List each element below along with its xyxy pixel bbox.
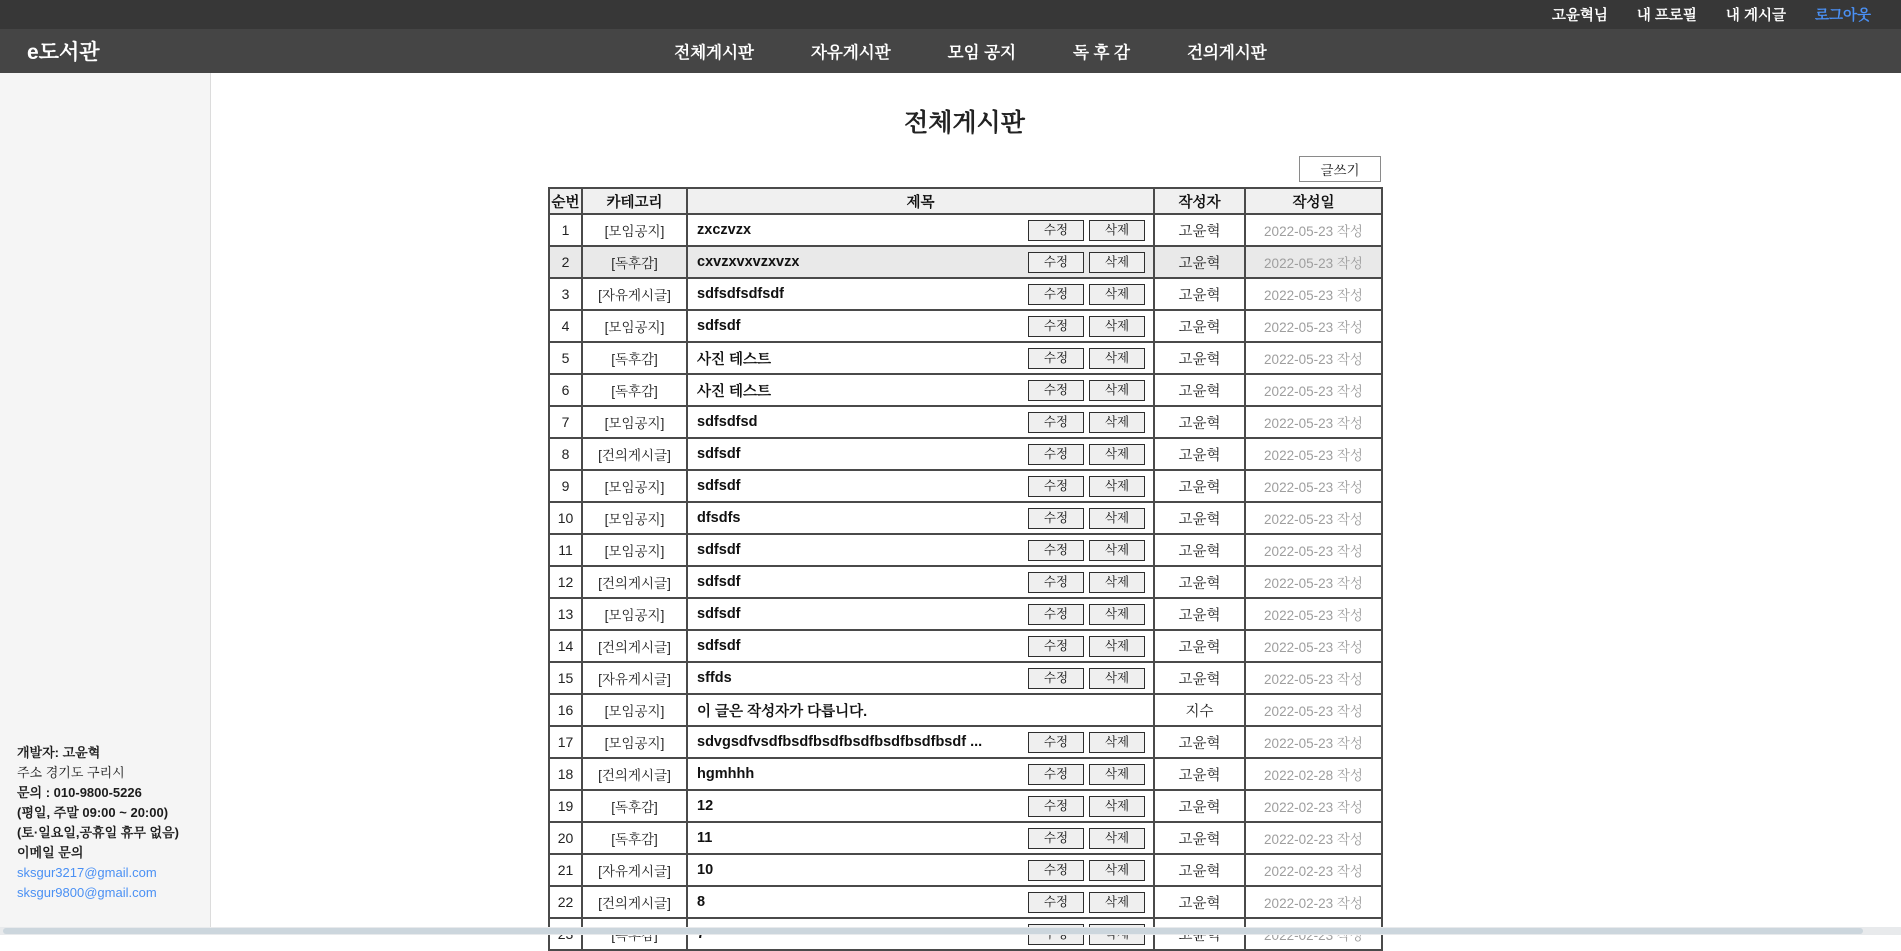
post-date: 2022-02-23 작성 [1245,918,1382,950]
table-row [549,214,1382,246]
table-row [549,438,1382,470]
post-category: [자유게시글] [582,854,687,886]
row-actions [1028,508,1145,529]
nav-item-book-report[interactable]: 독 후 감 [1073,39,1130,63]
post-category: [모임공지] [582,598,687,630]
table-row [549,566,1382,598]
post-author: 고윤혁 [1154,214,1245,246]
post-category: [모임공지] [582,502,687,534]
post-author: 고윤혁 [1154,598,1245,630]
row-actions [1028,220,1145,241]
post-date: 2022-05-23 작성 [1245,534,1382,566]
post-author: 고윤혁 [1154,470,1245,502]
table-row [549,374,1382,406]
post-title-link[interactable]: sdfsdf [697,574,741,590]
post-number: 13 [549,598,582,630]
post-number: 19 [549,790,582,822]
col-header-title: 제목 [687,188,1154,214]
table-row [549,694,1382,726]
post-category: [독후감] [582,918,687,950]
delete-button[interactable]: 삭제 [1089,508,1145,529]
post-date: 2022-05-23 작성 [1245,662,1382,694]
post-author: 고윤혁 [1154,790,1245,822]
col-header-category: 카테고리 [582,188,687,214]
post-author: 고윤혁 [1154,246,1245,278]
post-date: 2022-05-23 작성 [1245,694,1382,726]
edit-button[interactable]: 수정 [1028,412,1084,433]
row-actions [1028,444,1145,465]
post-date: 2022-02-23 작성 [1245,790,1382,822]
post-date: 2022-02-23 작성 [1245,854,1382,886]
post-title-link[interactable]: 10 [697,862,713,878]
post-author: 고윤혁 [1154,374,1245,406]
table-row [549,726,1382,758]
edit-button[interactable]: 수정 [1028,796,1084,817]
delete-button[interactable]: 삭제 [1089,444,1145,465]
post-number: 6 [549,374,582,406]
hours-weekday-line: (평일, 주말 09:00 ~ 20:00) [17,803,179,823]
post-date: 2022-05-23 작성 [1245,630,1382,662]
phone-line: 문의 : 010-9800-5226 [17,783,179,803]
col-header-author: 작성자 [1154,188,1245,214]
delete-button[interactable]: 삭제 [1089,860,1145,881]
sidebar [0,73,211,927]
post-author: 고윤혁 [1154,342,1245,374]
table-row [549,502,1382,534]
post-author: 고윤혁 [1154,534,1245,566]
post-title-link[interactable]: cxvzxvxvzxvzx [697,254,799,270]
post-table [548,187,1383,951]
table-header-row [549,188,1382,214]
table-row [549,822,1382,854]
edit-button[interactable]: 수정 [1028,860,1084,881]
post-date: 2022-05-23 작성 [1245,310,1382,342]
edit-button[interactable]: 수정 [1028,668,1084,689]
post-category: [모임공지] [582,310,687,342]
post-number: 17 [549,726,582,758]
post-title-link[interactable]: 11 [697,830,712,846]
post-author: 고윤혁 [1154,758,1245,790]
post-number: 18 [549,758,582,790]
edit-button[interactable]: 수정 [1028,348,1084,369]
table-row [549,342,1382,374]
row-actions [1028,860,1145,881]
post-number: 23 [549,918,582,950]
delete-button[interactable]: 삭제 [1089,412,1145,433]
delete-button[interactable]: 삭제 [1089,348,1145,369]
post-category: [자유게시글] [582,662,687,694]
row-actions [1028,348,1145,369]
post-title-link[interactable]: sdfsdf [697,318,741,334]
write-button-row [548,156,1381,182]
post-author: 고윤혁 [1154,630,1245,662]
post-number: 7 [549,406,582,438]
post-number: 11 [549,534,582,566]
row-actions [1028,252,1145,273]
post-category: [모임공지] [582,726,687,758]
post-date: 2022-05-23 작성 [1245,502,1382,534]
row-actions [1028,892,1145,913]
post-title-link[interactable]: 7 [697,926,705,942]
developer-line: 개발자: 고윤혁 [17,743,179,763]
write-post-button[interactable]: 글쓰기 [1299,156,1381,182]
edit-button[interactable]: 수정 [1028,220,1084,241]
delete-button[interactable]: 삭제 [1089,924,1145,945]
post-number: 14 [549,630,582,662]
row-actions [1028,636,1145,657]
delete-button[interactable]: 삭제 [1089,732,1145,753]
email-link-1[interactable]: sksgur3217@gmail.com [17,863,179,883]
post-category: [모임공지] [582,406,687,438]
col-header-date: 작성일 [1245,188,1382,214]
delete-button[interactable]: 삭제 [1089,668,1145,689]
post-category: [모임공지] [582,534,687,566]
post-date: 2022-02-23 작성 [1245,886,1382,918]
table-row [549,854,1382,886]
post-author: 고윤혁 [1154,726,1245,758]
table-row [549,406,1382,438]
row-actions [1028,316,1145,337]
post-author: 고윤혁 [1154,310,1245,342]
edit-button[interactable]: 수정 [1028,252,1084,273]
post-category: [독후감] [582,342,687,374]
table-row [549,278,1382,310]
logout-link[interactable]: 로그아웃 [1815,4,1871,25]
post-date: 2022-02-28 작성 [1245,758,1382,790]
delete-button[interactable]: 삭제 [1089,476,1145,497]
nav-item-all-board[interactable]: 전체게시판 [674,39,754,63]
post-date: 2022-05-23 작성 [1245,214,1382,246]
table-row [549,534,1382,566]
post-author: 고윤혁 [1154,438,1245,470]
edit-button[interactable]: 수정 [1028,380,1084,401]
page-title: 전체게시판 [548,108,1381,138]
post-title-link[interactable]: sffds [697,670,732,686]
email-link-2[interactable]: sksgur9800@gmail.com [17,883,179,903]
nav-item-suggestion-board[interactable]: 건의게시판 [1187,39,1267,63]
post-date: 2022-02-23 작성 [1245,822,1382,854]
post-title-link[interactable]: sdfsdfsdfsdf [697,286,784,302]
delete-button[interactable]: 삭제 [1089,892,1145,913]
row-actions [1028,380,1145,401]
delete-button[interactable]: 삭제 [1089,572,1145,593]
post-title-link[interactable]: sdfsdf [697,478,741,494]
post-author: 고윤혁 [1154,886,1245,918]
post-category: [독후감] [582,246,687,278]
table-row [549,310,1382,342]
row-actions [1028,540,1145,561]
address-line: 주소 경기도 구리시 [17,763,179,783]
edit-button[interactable]: 수정 [1028,732,1084,753]
post-date: 2022-05-23 작성 [1245,278,1382,310]
table-row [549,598,1382,630]
edit-button[interactable]: 수정 [1028,892,1084,913]
post-title-link[interactable]: 이 글은 작성자가 다릅니다. [697,700,867,721]
post-number: 15 [549,662,582,694]
table-row [549,246,1382,278]
delete-button[interactable]: 삭제 [1089,796,1145,817]
nav-item-free-board[interactable]: 자유게시판 [811,39,891,63]
table-row [549,470,1382,502]
delete-button[interactable]: 삭제 [1089,604,1145,625]
post-category: [건의게시글] [582,886,687,918]
post-number: 9 [549,470,582,502]
post-number: 21 [549,854,582,886]
post-author: 고윤혁 [1154,918,1245,950]
row-actions [1028,764,1145,785]
post-number: 22 [549,886,582,918]
table-row [549,790,1382,822]
post-title-link[interactable]: 사진 테스트 [697,380,771,401]
post-title-link[interactable]: sdfsdf [697,638,741,654]
row-actions [1028,604,1145,625]
main-navbar [0,29,1901,73]
site-contact-info [17,743,179,903]
delete-button[interactable]: 삭제 [1089,316,1145,337]
nav-menu [0,29,1901,73]
post-date: 2022-05-23 작성 [1245,246,1382,278]
post-title-link[interactable]: 사진 테스트 [697,348,771,369]
post-author: 고윤혁 [1154,822,1245,854]
post-number: 2 [549,246,582,278]
table-row [549,662,1382,694]
nav-item-meeting-notice[interactable]: 모임 공지 [948,39,1016,63]
delete-button[interactable]: 삭제 [1089,284,1145,305]
post-title-link[interactable]: sdvgsdfvsdfbsdfbsdfbsdfbsdfbsdfbsdf ... [697,734,982,750]
edit-button[interactable]: 수정 [1028,924,1084,945]
top-user-bar [0,0,1901,29]
post-category: [건의게시글] [582,566,687,598]
post-date: 2022-05-23 작성 [1245,726,1382,758]
delete-button[interactable]: 삭제 [1089,828,1145,849]
post-title-link[interactable]: sdfsdf [697,542,741,558]
delete-button[interactable]: 삭제 [1089,380,1145,401]
email-label: 이메일 문의 [17,843,179,863]
post-date: 2022-05-23 작성 [1245,438,1382,470]
post-category: [독후감] [582,822,687,854]
post-category: [모임공지] [582,694,687,726]
post-date: 2022-05-23 작성 [1245,566,1382,598]
post-title-link[interactable]: zxczvzx [697,222,751,238]
post-category: [독후감] [582,790,687,822]
post-category: [독후감] [582,374,687,406]
horizontal-scrollbar[interactable] [0,927,1901,935]
post-author: 고윤혁 [1154,502,1245,534]
post-author: 고윤혁 [1154,406,1245,438]
delete-button[interactable]: 삭제 [1089,540,1145,561]
post-date: 2022-05-23 작성 [1245,470,1382,502]
board-content [548,108,1381,951]
post-author: 고윤혁 [1154,662,1245,694]
edit-button[interactable]: 수정 [1028,444,1084,465]
post-category: [건의게시글] [582,438,687,470]
post-category: [건의게시글] [582,630,687,662]
delete-button[interactable]: 삭제 [1089,764,1145,785]
edit-button[interactable]: 수정 [1028,476,1084,497]
delete-button[interactable]: 삭제 [1089,252,1145,273]
row-actions [1028,572,1145,593]
post-number: 16 [549,694,582,726]
row-actions [1028,732,1145,753]
edit-button[interactable]: 수정 [1028,540,1084,561]
post-number: 12 [549,566,582,598]
row-actions [1028,412,1145,433]
table-row [549,630,1382,662]
post-number: 8 [549,438,582,470]
row-actions [1028,476,1145,497]
horizontal-scrollbar-thumb[interactable] [3,928,1863,934]
edit-button[interactable]: 수정 [1028,764,1084,785]
post-number: 3 [549,278,582,310]
my-posts-link[interactable]: 내 게시글 [1726,4,1786,25]
post-title-link[interactable]: 12 [697,798,713,814]
username-link[interactable]: 고윤혁님 [1552,4,1608,25]
post-date: 2022-05-23 작성 [1245,598,1382,630]
delete-button[interactable]: 삭제 [1089,636,1145,657]
my-profile-link[interactable]: 내 프로필 [1637,4,1697,25]
site-logo[interactable]: e도서관 [27,29,100,73]
delete-button[interactable]: 삭제 [1089,220,1145,241]
post-category: [건의게시글] [582,758,687,790]
edit-button[interactable]: 수정 [1028,636,1084,657]
table-body [549,214,1382,950]
post-date: 2022-05-23 작성 [1245,406,1382,438]
post-category: [모임공지] [582,470,687,502]
post-category: [모임공지] [582,214,687,246]
edit-button[interactable]: 수정 [1028,284,1084,305]
row-actions [1028,828,1145,849]
table-row [549,886,1382,918]
edit-button[interactable]: 수정 [1028,604,1084,625]
post-author: 고윤혁 [1154,854,1245,886]
post-title-link[interactable]: sdfsdf [697,446,741,462]
post-date: 2022-05-23 작성 [1245,342,1382,374]
post-category: [자유게시글] [582,278,687,310]
post-number: 20 [549,822,582,854]
post-author: 고윤혁 [1154,278,1245,310]
post-title-link[interactable]: sdfsdfsd [697,414,757,430]
post-title-link[interactable]: 8 [697,894,705,910]
post-title-link[interactable]: sdfsdf [697,606,741,622]
col-header-number: 순번 [549,188,582,214]
post-number: 4 [549,310,582,342]
edit-button[interactable]: 수정 [1028,828,1084,849]
post-number: 10 [549,502,582,534]
post-date: 2022-05-23 작성 [1245,374,1382,406]
post-author: 고윤혁 [1154,566,1245,598]
post-title-link[interactable]: hgmhhh [697,766,754,782]
edit-button[interactable]: 수정 [1028,316,1084,337]
edit-button[interactable]: 수정 [1028,508,1084,529]
row-actions [1028,796,1145,817]
post-title-link[interactable]: dfsdfs [697,510,741,526]
post-number: 5 [549,342,582,374]
table-row [549,758,1382,790]
edit-button[interactable]: 수정 [1028,572,1084,593]
post-number: 1 [549,214,582,246]
row-actions [1028,668,1145,689]
row-actions [1028,284,1145,305]
post-author: 지수 [1154,694,1245,726]
hours-holiday-line: (토·일요일,공휴일 휴무 없음) [17,823,179,843]
